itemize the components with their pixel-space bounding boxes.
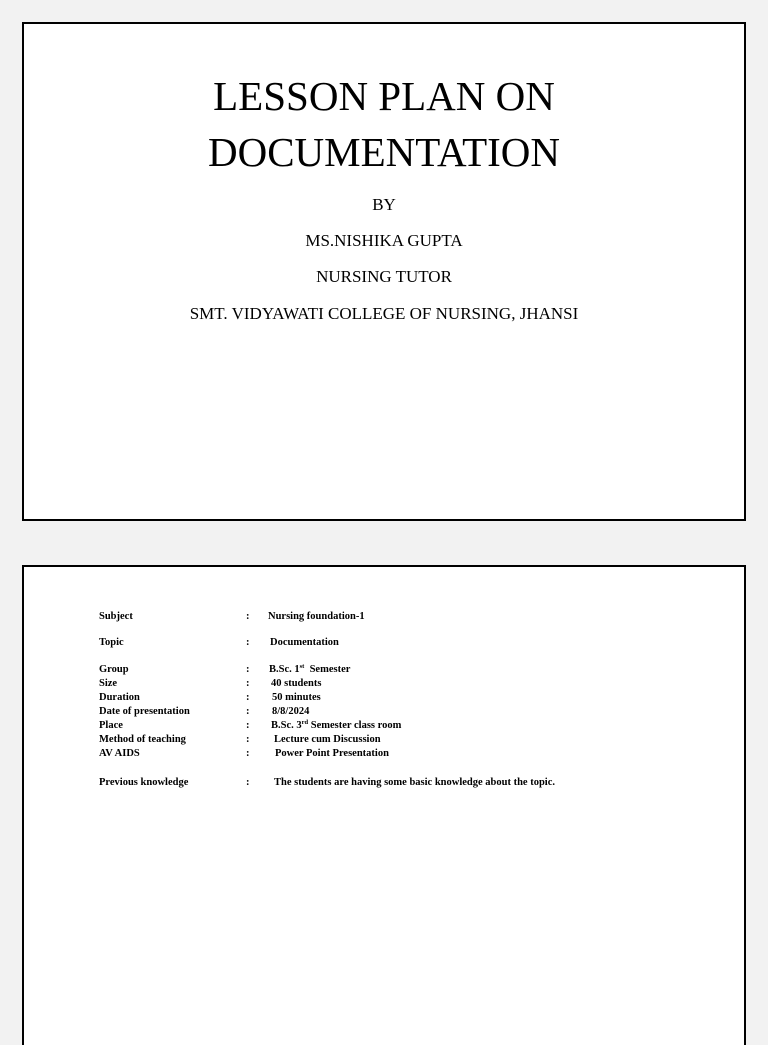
av-aids-row [24, 747, 744, 761]
group-row [24, 663, 744, 677]
subject-label: Subject [99, 611, 133, 622]
duration-label: Duration [99, 692, 140, 703]
author-name: MS.NISHIKA GUPTA [305, 231, 463, 250]
method-row [24, 733, 744, 747]
separator: : [246, 734, 250, 745]
subject-value: Nursing foundation-1 [268, 611, 365, 622]
topic-value: Documentation [270, 637, 339, 648]
separator: : [246, 748, 250, 759]
separator: : [246, 777, 250, 788]
separator: : [246, 692, 250, 703]
place-row [24, 719, 744, 733]
duration-row [24, 691, 744, 705]
details-page [22, 565, 746, 1045]
separator: : [246, 664, 250, 675]
size-row [24, 677, 744, 691]
cover-page [22, 22, 746, 521]
size-value: 40 students [271, 678, 322, 689]
place-label: Place [99, 720, 123, 731]
date-row [24, 705, 744, 719]
college-name: SMT. VIDYAWATI COLLEGE OF NURSING, JHANSI [189, 304, 579, 323]
place-value: B.Sc. 3rd Semester class room [271, 719, 402, 731]
title-line-2: DOCUMENTATION [207, 129, 561, 175]
date-value: 8/8/2024 [272, 706, 310, 717]
title-line-1: LESSON PLAN ON [213, 73, 555, 119]
date-label: Date of presentation [99, 706, 190, 717]
separator: : [246, 678, 250, 689]
av-aids-value: Power Point Presentation [275, 748, 389, 759]
separator: : [246, 637, 250, 648]
topic-row [24, 636, 744, 650]
previous-knowledge-row [24, 776, 744, 790]
method-label: Method of teaching [99, 734, 186, 745]
separator: : [246, 720, 250, 731]
subject-row [24, 610, 744, 624]
size-label: Size [99, 678, 118, 689]
author-role: NURSING TUTOR [316, 267, 452, 286]
group-label: Group [99, 664, 129, 675]
topic-label: Topic [99, 637, 124, 648]
group-value: B.Sc. 1st Semester [269, 663, 351, 675]
duration-value: 50 minutes [272, 692, 321, 703]
by-label: BY [372, 195, 396, 214]
previous-knowledge-value: The students are having some basic knowledge about the topic. [274, 777, 555, 788]
method-value: Lecture cum Discussion [274, 734, 381, 745]
separator: : [246, 706, 250, 717]
separator: : [246, 611, 250, 622]
av-aids-label: AV AIDS [99, 748, 140, 759]
previous-knowledge-label: Previous knowledge [99, 777, 189, 788]
